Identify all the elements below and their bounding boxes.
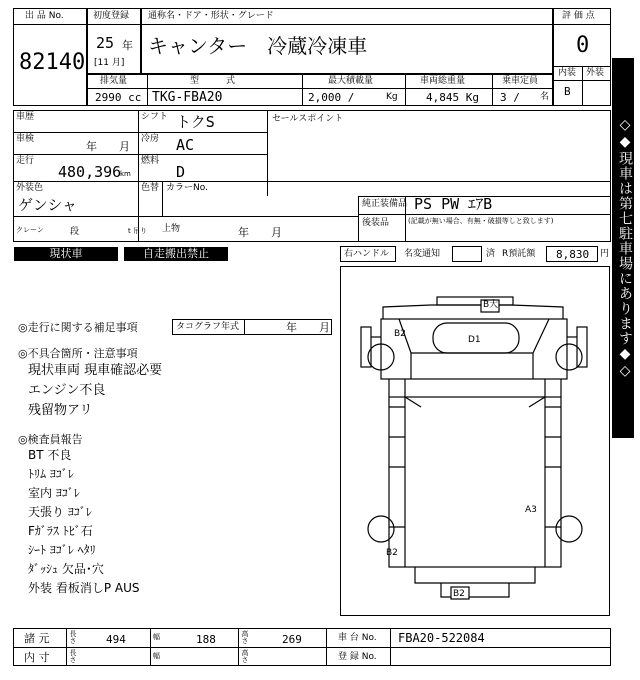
mark-d1: D1: [468, 335, 481, 345]
capacity-unit: 名: [540, 92, 550, 102]
aircon-label: 冷房: [141, 134, 160, 144]
name-change-label: 名変通知: [404, 249, 441, 259]
aftermarket-label: 後装品: [362, 218, 390, 228]
mark-front-b: B大: [483, 300, 499, 310]
ext-color-value: ゲンシャ: [18, 196, 78, 214]
note-line: BT 不良: [28, 448, 72, 462]
mark-b2-rear: B2: [386, 548, 398, 558]
model-value: TKG-FBA20: [152, 90, 223, 105]
lot-number: 82140: [19, 50, 86, 75]
handle-label: 右ハンドル: [344, 249, 390, 259]
score-label: 評 価 点: [562, 11, 595, 21]
crane-label: クレーン: [16, 226, 44, 234]
recycle-fee-value: 8,830: [556, 248, 590, 261]
aircon-value: AC: [176, 136, 195, 154]
note-line: ﾀﾞｯｼｭ 欠品･穴: [28, 562, 104, 576]
standard-equip-value: PS PW ｴｱB: [414, 195, 493, 213]
displacement-value: 2990 cc: [95, 91, 142, 104]
inner-length-label: 長さ: [69, 649, 77, 663]
recycle-fee-label: R預託額: [502, 249, 536, 259]
exterior-label: 外装: [586, 68, 605, 78]
truck-outline: [341, 267, 609, 615]
crane-steps: 段: [70, 227, 80, 237]
defect-heading: ◎不具合箇所・注意事項: [18, 347, 138, 360]
note-line: ﾄﾘﾑ ﾖｺﾞﾚ: [28, 467, 74, 481]
mileage-value: 480,396: [58, 163, 122, 181]
side-banner: ◇◆現車は第七駐車場にあります◆◇: [612, 58, 634, 438]
max-load-value: 2,000 /: [308, 91, 355, 104]
note-line: 室内 ﾖｺﾞﾚ: [28, 486, 80, 500]
chassis-value: FBA20-522084: [398, 631, 485, 645]
sales-point-label: セールスポイント: [272, 114, 344, 124]
tacho-value: 年 月: [286, 321, 330, 334]
inspection-value: 年 月: [86, 140, 130, 153]
mark-b2-front: B2: [394, 329, 406, 339]
chassis-label: 車 台 No.: [338, 633, 377, 643]
car-name: キャンター 冷蔵冷凍車: [148, 34, 368, 58]
width-value: 188: [196, 633, 216, 646]
note-line: 現状車両 現車確認必要: [28, 363, 163, 378]
displacement-label: 排気量: [100, 76, 128, 86]
inspection-label: 車検: [16, 134, 35, 144]
mark-a3: A3: [525, 505, 537, 515]
shift-value: トクS: [176, 113, 215, 131]
note-line: 天張り ﾖｺﾞﾚ: [28, 505, 92, 519]
aftermarket-note: (記載が無い場合、有無・破損等しと致します): [408, 217, 554, 225]
first-reg-year: 25: [96, 34, 115, 52]
gross-weight-label: 車両総重量: [420, 76, 466, 86]
mark-b2-bumper: B2: [453, 589, 465, 599]
score-value: 0: [576, 33, 590, 58]
name-change-box: [452, 246, 482, 262]
note-line: ｼｰﾄ ﾖｺﾞﾚ ﾍﾀﾘ: [28, 543, 96, 557]
model-label: 型 式: [190, 76, 236, 86]
current-state-badge: 現状車: [14, 247, 118, 261]
note-line: 残留物アリ: [28, 403, 93, 418]
lot-label: 出 品 No.: [25, 11, 64, 21]
gross-weight-value: 4,845 Kg: [426, 91, 479, 104]
inner-dims-label: 内 寸: [24, 651, 50, 664]
max-load-label: 最大積載量: [328, 76, 374, 86]
length-value: 494: [106, 633, 126, 646]
interior-grade: B: [564, 85, 571, 98]
height-value: 269: [282, 633, 302, 646]
dims-label: 諸 元: [24, 632, 50, 645]
mileage-label: 走行: [16, 156, 35, 166]
recycle-unit: 円: [600, 249, 610, 259]
recycle-label: 済: [486, 249, 496, 259]
interior-label: 内装: [558, 68, 577, 78]
car-name-label: 通称名・ドア・形状・グレード: [148, 11, 274, 21]
driving-heading: ◎走行に関する補足事項: [18, 321, 138, 334]
year-unit: 年: [122, 39, 133, 52]
capacity-label: 乗車定員: [502, 76, 539, 86]
max-load-unit: Kg: [386, 92, 398, 102]
mileage-unit: km: [120, 170, 131, 178]
first-reg-label: 初度登録: [93, 11, 130, 21]
inner-width-label: 幅: [153, 652, 160, 660]
inner-height-label: 高さ: [241, 649, 249, 663]
reg-no-label: 登 録 No.: [338, 652, 377, 662]
ext-color-label: 外装色: [16, 183, 44, 193]
standard-equip-label: 純正装備品: [362, 199, 408, 209]
note-line: 外装 看板消しP AUS: [28, 581, 140, 595]
length-label: 長さ: [69, 630, 77, 644]
car-diagram: [340, 266, 610, 616]
note-line: エンジン不良: [28, 383, 106, 398]
height-label: 高さ: [241, 630, 249, 644]
inspector-heading: ◎検査員報告: [18, 433, 83, 446]
capacity-value: 3 /: [500, 91, 520, 104]
crane-tons: t 吊り: [128, 227, 147, 235]
upper-label: 上物: [162, 224, 181, 234]
history-label: 車歴: [16, 112, 35, 122]
note-line: Fｶﾞﾗｽ ﾄﾋﾞ石: [28, 524, 93, 538]
first-reg-month: [11 月]: [94, 58, 125, 68]
self-drive-prohibited-badge: 自走搬出禁止: [124, 247, 228, 261]
upper-value: 年 月: [238, 226, 282, 239]
tacho-label: タコグラフ年式: [176, 322, 240, 332]
color-code-label: カラーNo.: [166, 183, 208, 193]
color-no-label: 色替: [141, 183, 160, 193]
shift-label: シフト: [141, 112, 169, 122]
fuel-label: 燃料: [141, 156, 160, 166]
fuel-value: D: [176, 163, 186, 181]
width-label: 幅: [153, 633, 160, 641]
